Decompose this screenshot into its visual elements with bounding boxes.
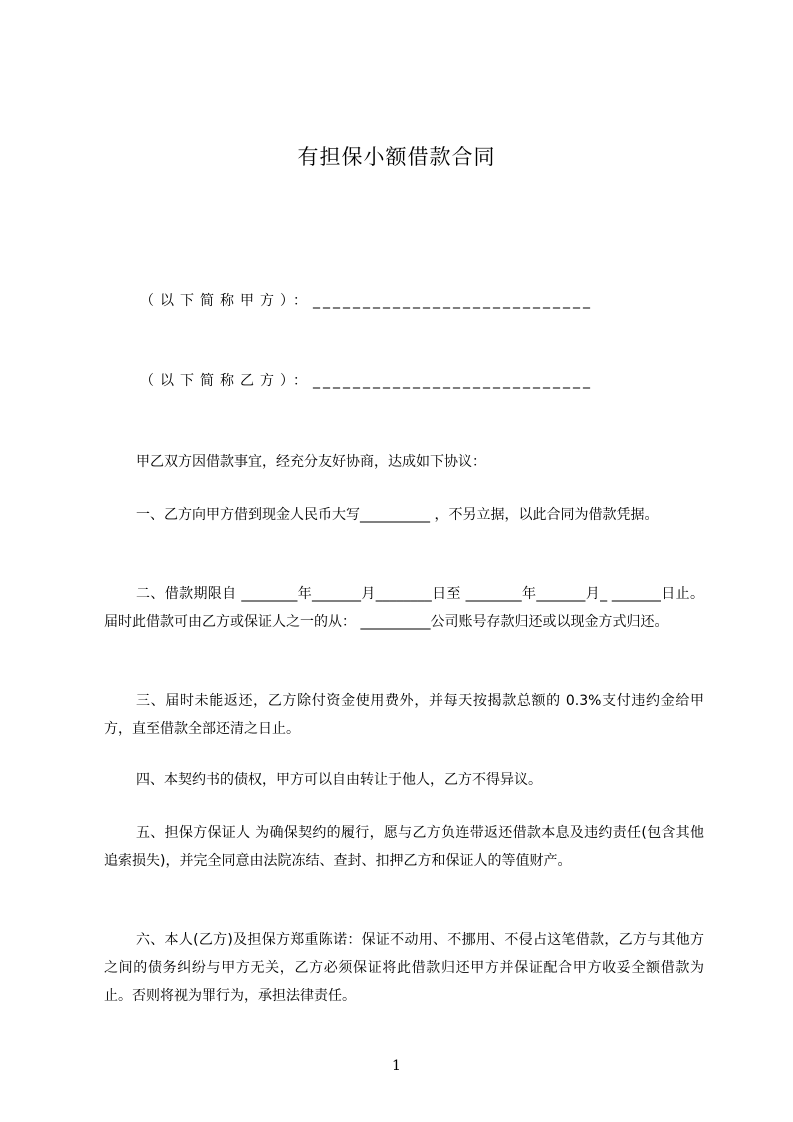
document-title: 有担保小额借款合同 — [297, 145, 496, 169]
clause-1: 一、乙方向甲方借到现金人民币大写__________ ，不另立据，以此合同为借款凭据。 — [136, 507, 659, 523]
clause-4: 四、本契约书的债权，甲方可以自由转让于他人，乙方不得异议。 — [136, 772, 542, 788]
party-b-line — [140, 371, 710, 391]
clause-6: 六、本人(乙方)及担保方郑重陈诺：保证不动用、不挪用、不侵占这笔借款，乙方与其他方之间的债务纠纷与甲方无关，乙方必须保证将此借款归还甲方并保证配合甲方收妥全额借款为止。否则将视为罪行为，承担法律责任。 — [104, 932, 704, 1004]
clause-3: 三、届时未能返还，乙方除付资金使用费外，并每天按揭款总额的 0.3%支付违约金给甲方，直至借款全部还清之日止。 — [104, 693, 704, 737]
party-a-blank: ____________________________ — [313, 293, 593, 309]
party-b-label: （以下简称乙方）： — [140, 373, 313, 389]
intro-paragraph: 甲乙双方因借款事宜，经充分友好协商，达成如下协议： — [136, 454, 486, 470]
clause-5: 五、担保方保证人 为确保契约的履行，愿与乙方负连带返还借款本息及违约责任(包含其他追索损失)，并完全同意由法院冻结、查封、扣押乙方和保证人的等值财产。 — [104, 825, 704, 869]
page-number: 1 — [392, 1058, 401, 1074]
clause-2: 二、借款期限自 ________年_______月________日至 ________年_______月_ _______日止。届时此借款可由乙方或保证人之一的从： __________公司账号存款归还或以现金方式归还。 — [104, 586, 704, 630]
party-a-label: （以下简称甲方）： — [140, 293, 313, 309]
party-b-blank: ____________________________ — [313, 373, 593, 389]
party-a-line — [140, 291, 710, 311]
